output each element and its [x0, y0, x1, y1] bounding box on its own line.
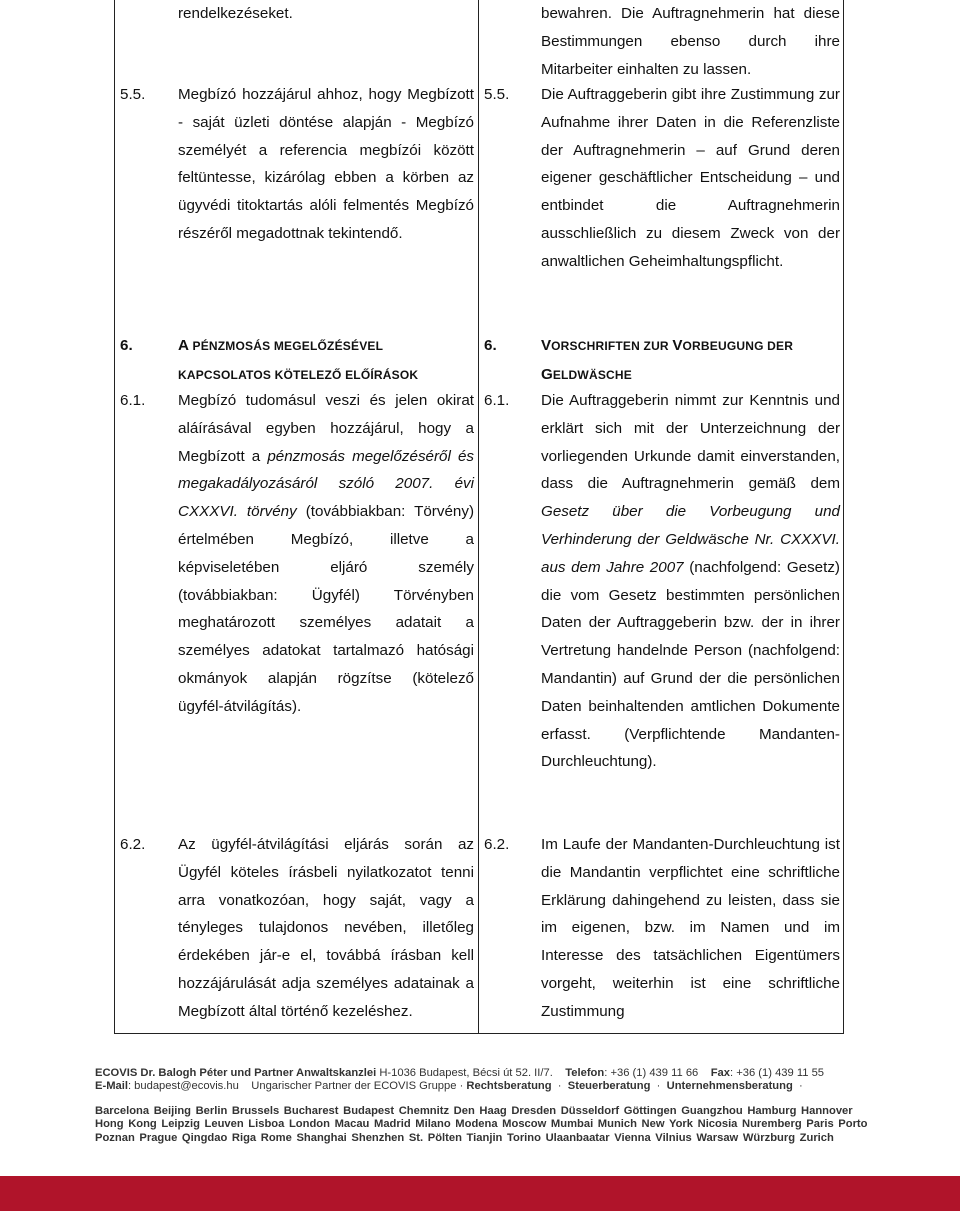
footer-brand-bar: [0, 1176, 960, 1211]
right-section-6-heading: VORSCHRIFTEN ZUR VORBEUGUNG DER GELDWÄSCHE: [541, 337, 794, 383]
right-section-6-1-text: Die Auftraggeberin nimmt zur Kenntnis und erklärt sich mit der Unterzeichnung der vorliegenden Urkunde damit einverstanden, dass die Auftragnehmerin gemäß dem Gesetz über die Vorbeugung und Verhinderung der Geldwäsche Nr. CXXXVI. aus dem Jahre 2007 (nachfolgend: Gesetz) die vom Gesetz bestimmten persönlichen Daten der Auftraggeberin bzw. der in ihrer Vertretung handelnde Person (nachfolgend: Mandantin) auf Grund der die persönlichen Daten beinhaltenden amtlichen Dokumente erfasst. (Verpflichtende Mandanten-Durchleuchtung).: [541, 392, 840, 771]
right-section-6-1-number: 6.1.: [484, 392, 510, 409]
footer-email[interactable]: : budapest@ecovis.hu: [127, 1080, 239, 1092]
right-section-6-2-text: Im Laufe der Mandanten-Durchleuchtung ist die Mandantin verpflichtet eine schriftliche Erklärung dahingehend zu leisten, dass sie im eigenen, bzw. im Namen und im Interesse des tatsächlichen Eigentümers vorgeht, weiterhin ist eine schriftliche Zustimmung: [541, 836, 840, 1020]
column-separator: [478, 0, 479, 1034]
left-section-6-1-text: Megbízó tudomásul veszi és jelen okirat aláírásával egyben hozzájárul, hogy a Megbízott a pénzmosás megelőzéséről és megakadályozásáról szóló 2007. évi CXXXVI. törvény (továbbiakban: Törvény) értelmében Megbízó, illetve a képviseletében eljáró személy (továbbiakban: Ügyfél) Törvényben meghatározott személyes adatait a személyes adatokat tartalmazó hatósági okmányok alapján rögzítse (kötelező ügyfél-átvilágítás).: [178, 392, 475, 715]
right-section-6-number: 6.: [484, 337, 497, 354]
left-section-6-heading: A PÉNZMOSÁS MEGELŐZÉSÉVEL KAPCSOLATOS KÖTELEZŐ ELŐÍRÁSOK: [178, 337, 419, 382]
right-section-5-5-number: 5.5.: [484, 86, 510, 103]
left-section-5-5-number: 5.5.: [120, 86, 146, 103]
left-section-6-2-number: 6.2.: [120, 836, 146, 853]
footer-contact-line: ECOVIS Dr. Balogh Péter und Partner Anwaltskanzlei H-1036 Budapest, Bécsi út 52. II/7. Telefon: +36 (1) 439 11 66 Fax: +36 (1) 439 11 55: [95, 1067, 825, 1079]
footer-services-line: E-Mail: budapest@ecovis.hu Ungarischer Partner der ECOVIS Gruppe · Rechtsberatung · Steuerberatung · Unternehmensberatung ·: [95, 1080, 803, 1092]
left-continuation-text: rendelkezéseket.: [178, 5, 293, 22]
right-section-6-2-number: 6.2.: [484, 836, 510, 853]
left-section-5-5-text: Megbízó hozzájárul ahhoz, hogy Megbízott - saját üzleti döntése alapján - Megbízó személyét a referencia megbízói között feltüntesse, kizárólag ebben a körben az ügyvédi titoktartás alóli felmentés Megbízó részéről megadottnak tekintendő.: [178, 86, 474, 242]
right-section-5-5-text: Die Auftraggeberin gibt ihre Zustimmung zur Aufnahme ihrer Daten in die Referenzliste der Auftragnehmerin – auf Grund deren eigener geschäftlicher Entscheidung – und entbindet die Auftragnehmerin ausschließlich zu diesem Zweck von der anwaltlichen Geheimhaltungspflicht.: [541, 86, 840, 270]
footer-city-list: Barcelona Beijing Berlin Brussels Bucharest Budapest Chemnitz Den Haag Dresden Düsseldorf Göttingen Guangzhou Hamburg Hannover Hong Kong Leipzig Leuven Lisboa London Macau Madrid Milano Modena Moscow Mumbai Munich New York Nicosia Nuremberg Paris Porto Poznan Prague Qingdao Riga Rome Shanghai Shenzhen St. Pölten Tianjin Torino Ulaanbaatar Vienna Vilnius Warsaw Würzburg Zurich: [95, 1105, 868, 1144]
left-section-6-1-number: 6.1.: [120, 392, 146, 409]
right-continuation-text: bewahren. Die Auftragnehmerin hat diese Bestimmungen ebenso durch ihre Mitarbeiter einhalten zu lassen.: [541, 5, 840, 78]
left-section-6-number: 6.: [120, 337, 133, 354]
left-section-6-2-text: Az ügyfél-átvilágítási eljárás során az Ügyfél köteles írásbeli nyilatkozatot tenni arra vonatkozóan, hogy saját, vagy a tényleges tulajdonos nevében, illetőleg érdekében jár-e el, továbbá írásban kell hozzájárulását adja személyes adatainak a Megbízott által történő kezeléshez.: [178, 836, 474, 1020]
